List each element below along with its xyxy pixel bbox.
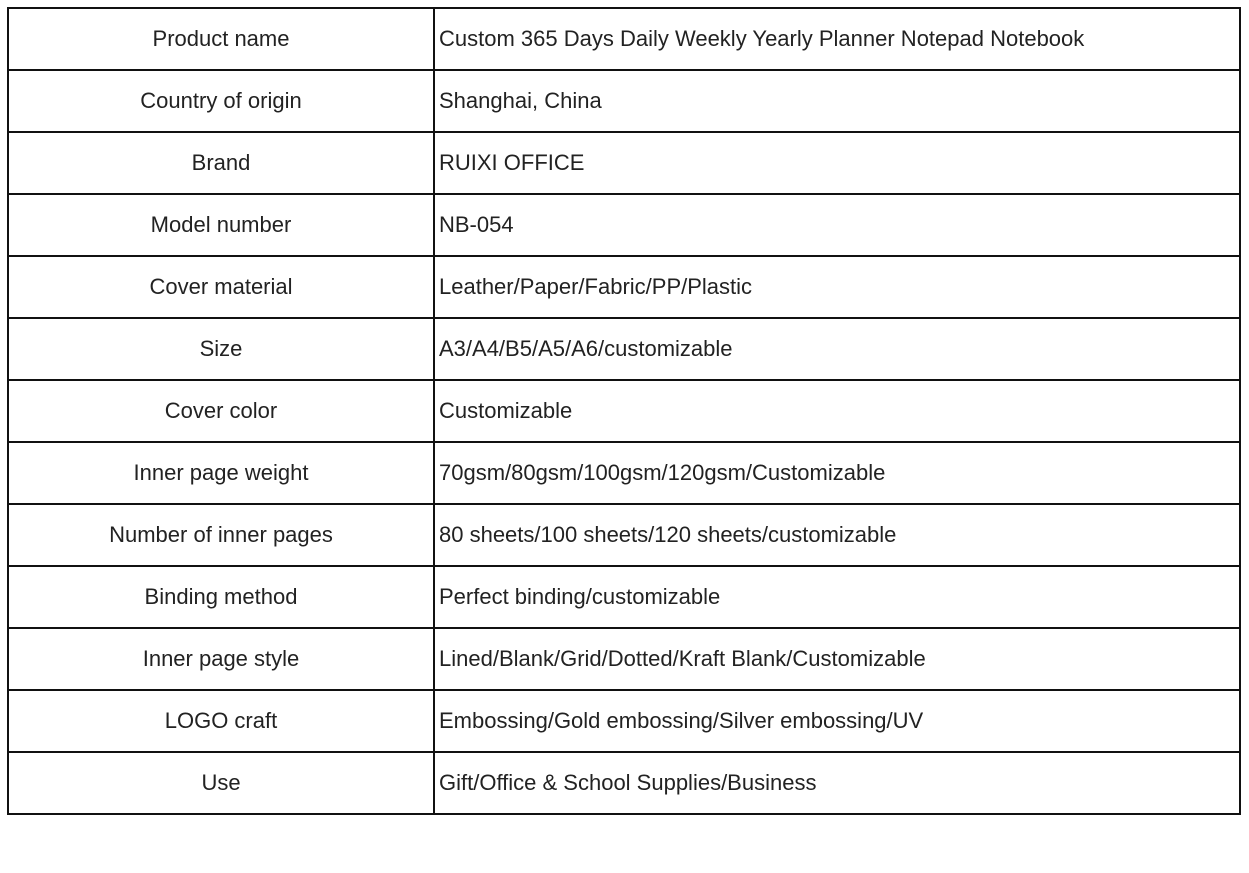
spec-label: Use [8, 752, 434, 814]
spec-label: Cover material [8, 256, 434, 318]
spec-label: Product name [8, 8, 434, 70]
spec-label: Country of origin [8, 70, 434, 132]
spec-value: Lined/Blank/Grid/Dotted/Kraft Blank/Customizable [434, 628, 1240, 690]
spec-label: Model number [8, 194, 434, 256]
spec-label: Inner page weight [8, 442, 434, 504]
spec-value: Embossing/Gold embossing/Silver embossing/UV [434, 690, 1240, 752]
spec-value: NB-054 [434, 194, 1240, 256]
spec-value: Gift/Office & School Supplies/Business [434, 752, 1240, 814]
table-row [8, 628, 1240, 690]
spec-value: Shanghai, China [434, 70, 1240, 132]
spec-value: A3/A4/B5/A5/A6/customizable [434, 318, 1240, 380]
spec-label: Inner page style [8, 628, 434, 690]
table-row [8, 70, 1240, 132]
spec-label: Brand [8, 132, 434, 194]
spec-value: 80 sheets/100 sheets/120 sheets/customizable [434, 504, 1240, 566]
table-row [8, 318, 1240, 380]
table-row [8, 752, 1240, 814]
table-row [8, 380, 1240, 442]
spec-label: Binding method [8, 566, 434, 628]
spec-value: Customizable [434, 380, 1240, 442]
table-row [8, 442, 1240, 504]
spec-value: Leather/Paper/Fabric/PP/Plastic [434, 256, 1240, 318]
spec-label: Number of inner pages [8, 504, 434, 566]
spec-label: LOGO craft [8, 690, 434, 752]
table-row [8, 690, 1240, 752]
spec-table-body [8, 8, 1240, 814]
table-row [8, 256, 1240, 318]
table-row [8, 194, 1240, 256]
table-row [8, 566, 1240, 628]
spec-value: 70gsm/80gsm/100gsm/120gsm/Customizable [434, 442, 1240, 504]
spec-value: RUIXI OFFICE [434, 132, 1240, 194]
spec-label: Size [8, 318, 434, 380]
spec-label: Cover color [8, 380, 434, 442]
product-spec-table [7, 7, 1241, 815]
spec-value: Custom 365 Days Daily Weekly Yearly Planner Notepad Notebook [434, 8, 1240, 70]
table-row [8, 132, 1240, 194]
spec-value: Perfect binding/customizable [434, 566, 1240, 628]
table-row [8, 8, 1240, 70]
table-row [8, 504, 1240, 566]
